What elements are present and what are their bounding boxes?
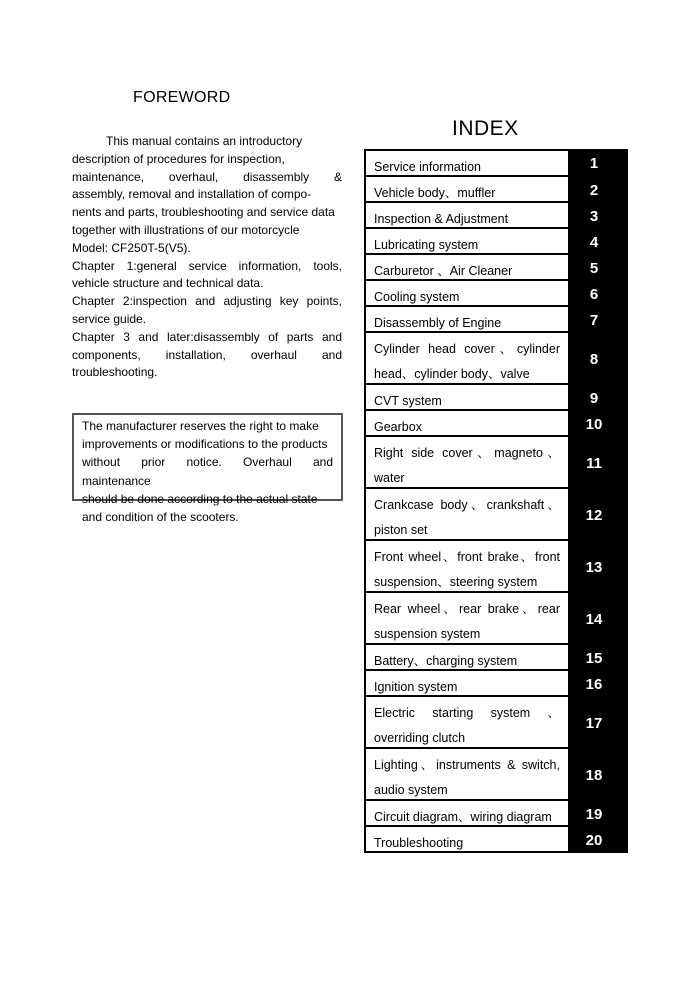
index-row-number: 18 bbox=[568, 749, 628, 801]
foreword-line: Chapter 1:general service information, tools, bbox=[72, 258, 342, 273]
index-row-number: 16 bbox=[568, 671, 628, 697]
index-row-text: Gearbox bbox=[374, 420, 422, 434]
index-row-text: Troubleshooting bbox=[374, 836, 464, 850]
index-row-text: Inspection & Adjustment bbox=[374, 212, 509, 226]
foreword-body bbox=[72, 133, 342, 382]
index-row-label bbox=[364, 801, 568, 827]
index-row bbox=[364, 281, 628, 307]
index-row-number: 4 bbox=[568, 229, 628, 255]
index-row-label bbox=[364, 177, 568, 203]
index-row bbox=[364, 385, 628, 411]
index-row-text: suspension、steering system bbox=[374, 575, 538, 589]
foreword-line: assembly, removal and installation of compo- bbox=[72, 187, 312, 202]
index-row-label bbox=[364, 827, 568, 853]
index-row-number: 1 bbox=[568, 149, 628, 177]
index-row bbox=[364, 177, 628, 203]
index-row-text: Disassembly of Engine bbox=[374, 316, 502, 330]
index-row-text: Electric starting system 、 bbox=[374, 706, 560, 720]
index-row-text: Ignition system bbox=[374, 680, 458, 694]
foreword-title: FOREWORD bbox=[133, 89, 231, 106]
index-row-label bbox=[364, 281, 568, 307]
index-row bbox=[364, 541, 628, 593]
index-row-text: head、cylinder body、valve bbox=[374, 367, 530, 381]
index-row bbox=[364, 671, 628, 697]
index-row-label bbox=[364, 307, 568, 333]
index-row-text: piston set bbox=[374, 523, 428, 537]
foreword-line: service guide. bbox=[72, 311, 147, 326]
index-row-text: suspension system bbox=[374, 627, 481, 641]
index-row-number: 6 bbox=[568, 281, 628, 307]
index-row-text: Circuit diagram、wiring diagram bbox=[374, 810, 552, 824]
index-row-text: Rear wheel、rear brake、rear bbox=[374, 602, 560, 616]
index-row-text: Crankcase body、crankshaft、 bbox=[374, 498, 560, 512]
index-row-label bbox=[364, 749, 568, 801]
index-row-text: Vehicle body、muffler bbox=[374, 186, 496, 200]
index-row-label bbox=[364, 593, 568, 645]
index-row-number: 12 bbox=[568, 489, 628, 541]
index-row-label bbox=[364, 229, 568, 255]
notice-box bbox=[72, 413, 343, 525]
index-row-text: Lubricating system bbox=[374, 238, 479, 252]
foreword-line: together with illustrations of our motorcycle bbox=[72, 222, 300, 237]
index-row-text: Cylinder head cover、cylinder bbox=[374, 342, 560, 356]
index-row-number: 2 bbox=[568, 177, 628, 203]
index-row bbox=[364, 229, 628, 255]
index-row bbox=[364, 801, 628, 827]
index-row-label bbox=[364, 385, 568, 411]
index-row-label bbox=[364, 333, 568, 385]
index-row-text: Service information bbox=[374, 160, 481, 174]
index-row-text: Carburetor 、Air Cleaner bbox=[374, 264, 513, 278]
index-row-number: 17 bbox=[568, 697, 628, 749]
index-row-number: 11 bbox=[568, 437, 628, 489]
foreword-line: nents and parts, troubleshooting and service data bbox=[72, 205, 335, 220]
index-row-text: Right side cover、magneto、water bbox=[374, 446, 560, 485]
index-row-label bbox=[364, 697, 568, 749]
index-row bbox=[364, 437, 628, 489]
index-row-number: 20 bbox=[568, 827, 628, 853]
foreword-line: Chapter 3 and later:disassembly of parts and bbox=[72, 329, 342, 344]
index-row-number: 3 bbox=[568, 203, 628, 229]
index-row-label bbox=[364, 645, 568, 671]
foreword-line: vehicle structure and technical data. bbox=[72, 276, 264, 291]
foreword-line: maintenance, overhaul, disassembly & bbox=[72, 169, 342, 184]
index-row-number: 5 bbox=[568, 255, 628, 281]
index-row-label bbox=[364, 437, 568, 489]
index-row-label bbox=[364, 149, 568, 177]
notice-line: without prior notice. Overhaul and maintenance bbox=[82, 455, 333, 488]
index-row-label bbox=[364, 489, 568, 541]
index-row-label bbox=[364, 671, 568, 697]
notice-line: and condition of the scooters. bbox=[82, 510, 239, 525]
index-row-number: 8 bbox=[568, 333, 628, 385]
index-row-number: 19 bbox=[568, 801, 628, 827]
index-row bbox=[364, 749, 628, 801]
index-row-number: 9 bbox=[568, 385, 628, 411]
index-row bbox=[364, 645, 628, 671]
foreword-line: description of procedures for inspection, bbox=[72, 151, 285, 166]
index-row-number: 14 bbox=[568, 593, 628, 645]
index-row-number: 13 bbox=[568, 541, 628, 593]
index-row bbox=[364, 333, 628, 385]
index-row bbox=[364, 255, 628, 281]
foreword-line: Chapter 2:inspection and adjusting key points, bbox=[72, 294, 342, 309]
index-row-text: Lighting、instruments & switch, bbox=[374, 758, 560, 772]
foreword-line: components, installation, overhaul and bbox=[72, 347, 342, 362]
index-table bbox=[364, 151, 628, 854]
index-row-label bbox=[364, 203, 568, 229]
index-row-text: Front wheel、front brake、front bbox=[374, 550, 560, 564]
notice-line: The manufacturer reserves the right to make bbox=[82, 419, 319, 433]
index-row-label bbox=[364, 411, 568, 437]
index-row-label bbox=[364, 541, 568, 593]
foreword-line: troubleshooting. bbox=[72, 365, 158, 380]
index-row bbox=[364, 827, 628, 853]
index-row-text: audio system bbox=[374, 783, 448, 797]
index-row bbox=[364, 149, 628, 177]
index-row bbox=[364, 593, 628, 645]
foreword-line: Model: CF250T-5(V5). bbox=[72, 240, 191, 255]
index-row-text: overriding clutch bbox=[374, 731, 466, 745]
index-row-number: 15 bbox=[568, 645, 628, 671]
index-row-number: 7 bbox=[568, 307, 628, 333]
foreword-line: This manual contains an introductory bbox=[106, 134, 303, 148]
index-row-number: 10 bbox=[568, 411, 628, 437]
notice-line: should be done according to the actual state bbox=[82, 491, 318, 506]
index-row-label bbox=[364, 255, 568, 281]
index-row-text: Battery、charging system bbox=[374, 654, 518, 668]
index-row bbox=[364, 411, 628, 437]
index-row-text: CVT system bbox=[374, 394, 442, 408]
index-row-text: Cooling system bbox=[374, 290, 460, 304]
notice-line: improvements or modifications to the products bbox=[82, 437, 328, 452]
index-row bbox=[364, 307, 628, 333]
index-row bbox=[364, 489, 628, 541]
index-title: INDEX bbox=[452, 117, 519, 140]
index-row bbox=[364, 697, 628, 749]
index-row bbox=[364, 203, 628, 229]
